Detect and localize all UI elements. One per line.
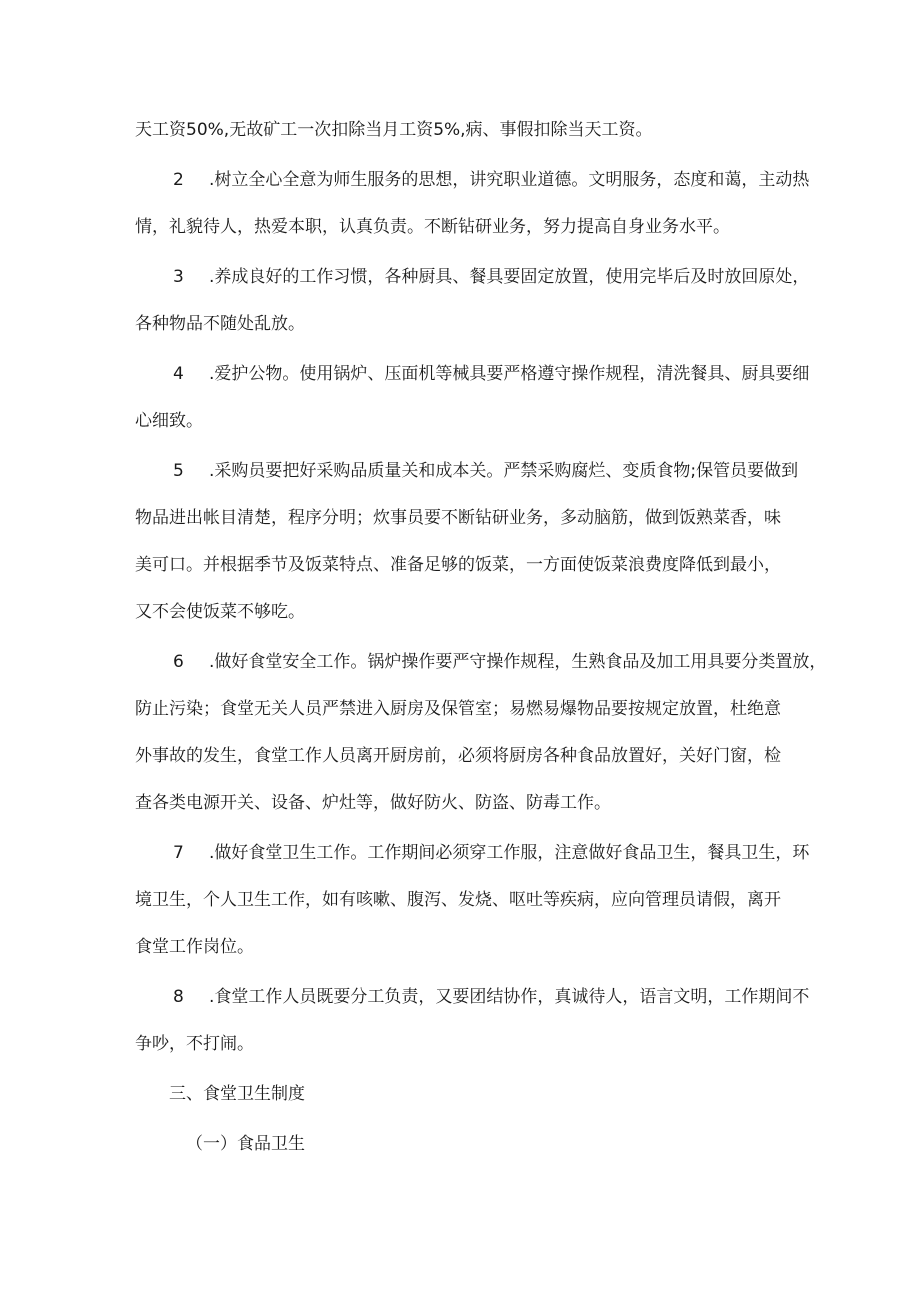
paragraph-line [135, 1032, 792, 1057]
item-number: 4 [173, 364, 184, 384]
paragraph-line [135, 650, 827, 675]
paragraph-line [135, 506, 792, 531]
line-text: 境卫生，个人卫生工作，如有咳嗽、腹泻、发烧、呕吐等疾病，应向管理员请假，离开 [135, 890, 781, 910]
line-text: 天工资50%,无故矿工一次扣除当月工资5%,病、事假扣除当天工资。 [135, 120, 653, 140]
line-text: .做好食堂卫生工作。工作期间必须穿工作服，注意做好食品卫生，餐具卫生，环 [209, 843, 810, 863]
item-number: 8 [173, 987, 184, 1007]
paragraph-line [135, 265, 810, 290]
paragraph-line [135, 791, 792, 816]
paragraph-line [135, 215, 792, 240]
paragraph [135, 265, 810, 337]
item-number: 3 [173, 267, 184, 287]
paragraph [135, 168, 810, 240]
paragraph-line [135, 744, 792, 769]
paragraph-line [135, 553, 792, 578]
document-body [135, 118, 827, 1057]
item-number: 2 [173, 170, 184, 190]
paragraph-line [135, 312, 792, 337]
paragraph [135, 985, 810, 1057]
line-text: .做好食堂安全工作。锅炉操作要严守操作规程，生熟食品及加工用具要分类置放， [209, 652, 827, 672]
item-number: 7 [173, 843, 184, 863]
item-number: 5 [173, 461, 184, 481]
line-text: 心细致。 [135, 411, 203, 431]
line-text: .树立全心全意为师生服务的思想，讲究职业道德。文明服务，态度和蔼，主动热 [209, 170, 810, 190]
paragraph-line [135, 888, 792, 913]
line-text: 防止污染；食堂无关人员严禁进入厨房及保管室；易燃易爆物品要按规定放置，杜绝意 [135, 699, 781, 719]
line-text: 外事故的发生，食堂工作人员离开厨房前，必须将厨房各种食品放置好，关好门窗，检 [135, 746, 781, 766]
line-text: 各种物品不随处乱放。 [135, 314, 305, 334]
paragraph [135, 459, 799, 625]
line-text: 物品进出帐目清楚，程序分明；炊事员要不断钻研业务，多动脑筋，做到饭熟菜香，味 [135, 508, 781, 528]
line-text: 查各类电源开关、设备、炉灶等，做好防火、防盗、防毒工作。 [135, 793, 611, 813]
paragraph-line [135, 935, 792, 960]
line-text: .爱护公物。使用锅炉、压面机等械具要严格遵守操作规程，清洗餐具、厨具要细 [209, 364, 810, 384]
paragraph-line [135, 362, 810, 387]
line-text: 食堂工作岗位。 [135, 937, 254, 957]
line-text: .食堂工作人员既要分工负责，又要团结协作，真诚待人，语言文明，工作期间不 [209, 987, 810, 1007]
section-heading: 三、食堂卫生制度 [169, 1084, 305, 1104]
line-text: 争吵，不打闹。 [135, 1034, 254, 1054]
sub-heading: （一）食品卫生 [186, 1134, 305, 1154]
paragraph [135, 362, 810, 434]
paragraph-line [135, 118, 792, 143]
paragraph-line [135, 168, 810, 193]
paragraph-line [135, 409, 792, 434]
paragraph [135, 841, 810, 960]
paragraph-line [135, 841, 810, 866]
line-text: 又不会使饭菜不够吃。 [135, 602, 305, 622]
paragraph [135, 118, 792, 143]
line-text: .养成良好的工作习惯，各种厨具、餐具要固定放置，使用完毕后及时放回原处， [209, 267, 810, 287]
paragraph-line [135, 459, 799, 484]
paragraph-line [135, 600, 792, 625]
line-text: 情，礼貌待人，热爱本职，认真负责。不断钻研业务，努力提高自身业务水平。 [135, 217, 730, 237]
line-text: 美可口。并根据季节及饭菜特点、准备足够的饭菜，一方面使饭菜浪费度降低到最小， [135, 555, 781, 575]
paragraph-line [135, 985, 810, 1010]
paragraph-line [135, 697, 792, 722]
line-text: .采购员要把好采购品质量关和成本关。严禁采购腐烂、变质食物;保管员要做到 [209, 461, 799, 481]
paragraph [135, 650, 827, 816]
item-number: 6 [173, 652, 184, 672]
